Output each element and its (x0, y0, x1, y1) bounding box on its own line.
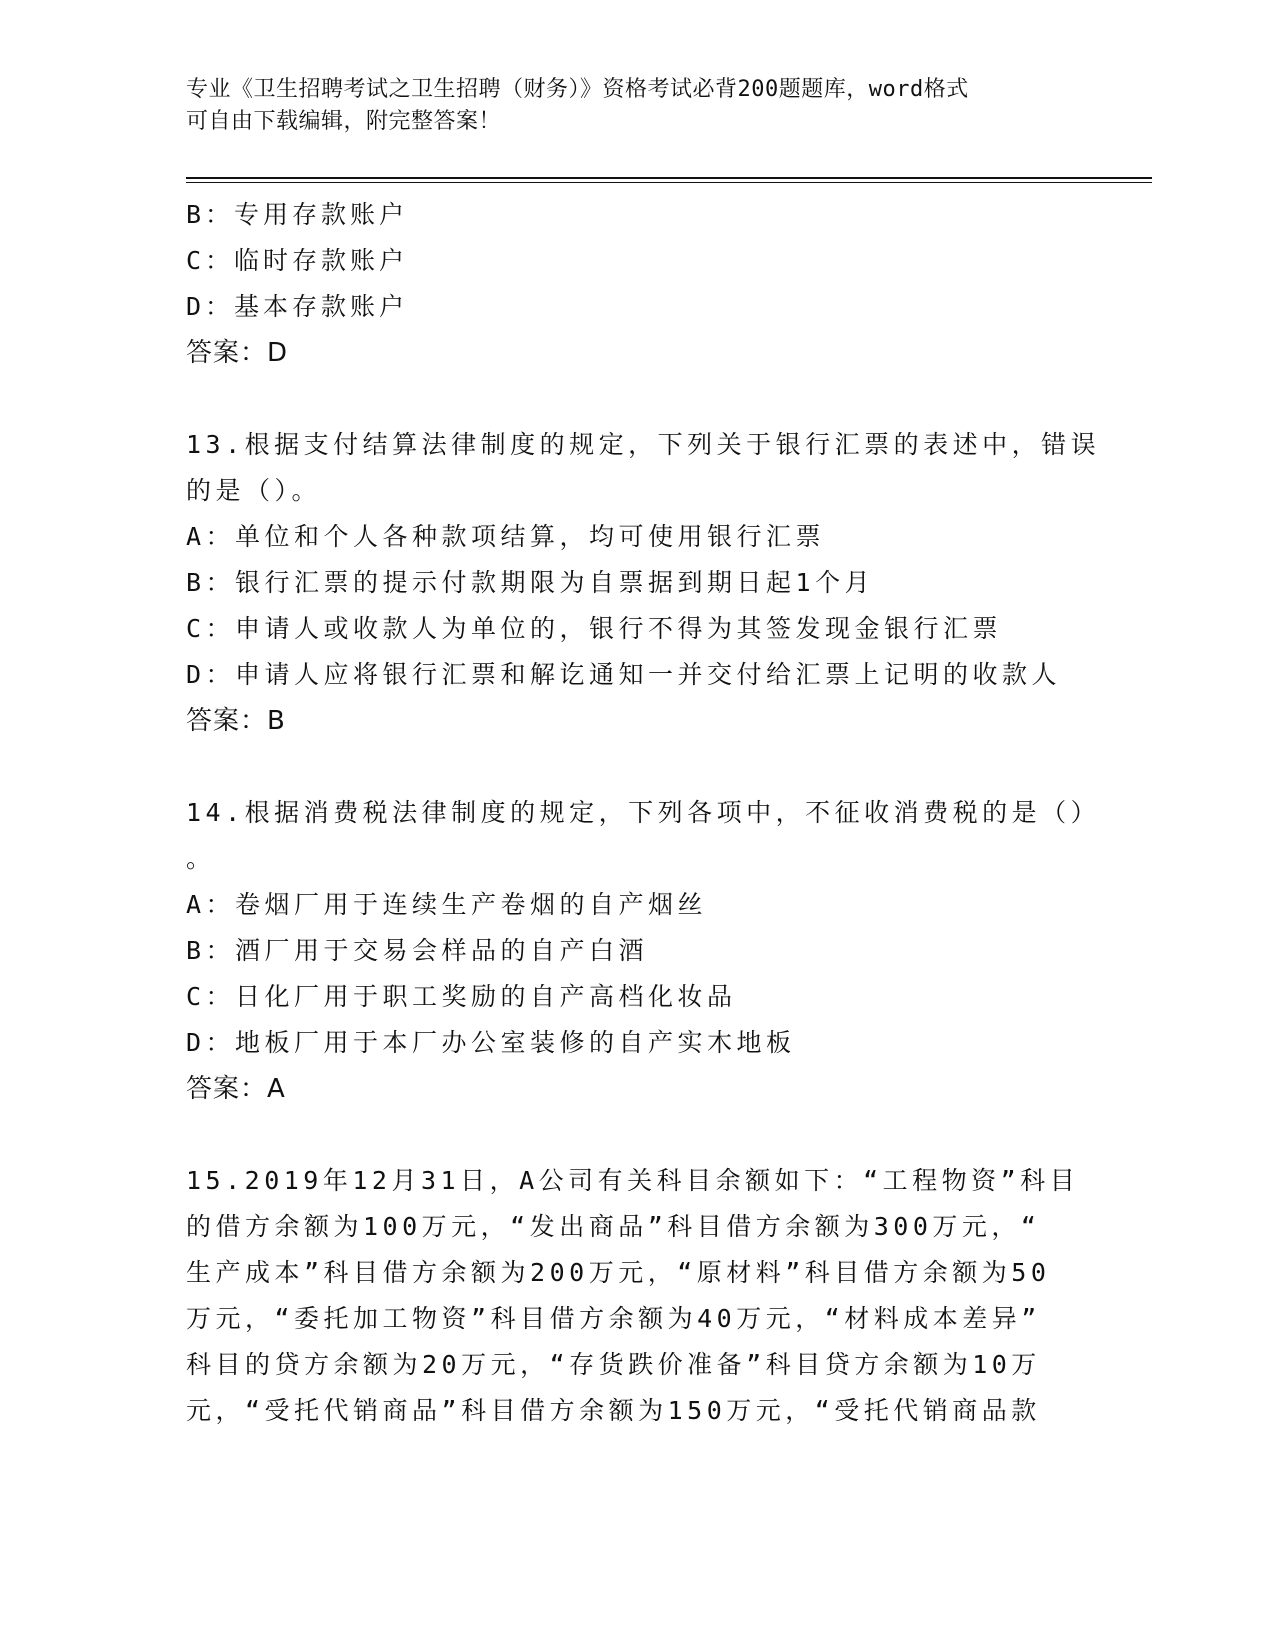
option-d: D：基本存款账户 (186, 292, 409, 321)
question-stem-line: 的是（）。 (186, 476, 322, 505)
option-c: C：临时存款账户 (186, 246, 409, 275)
option-a: A：卷烟厂用于连续生产卷烟的自产烟丝 (186, 890, 708, 919)
option-d: D：申请人应将银行汇票和解讫通知一并交付给汇票上记明的收款人 (186, 660, 1062, 689)
option-b: B：专用存款账户 (186, 200, 409, 229)
question-stem-line: 元，“受托代销商品”科目借方余额为150万元，“受托代销商品款 (186, 1396, 1041, 1425)
answer: 答案：B (186, 706, 286, 736)
question-stem-line: 万元，“委托加工物资”科目借方余额为40万元，“材料成本差异” (186, 1304, 1041, 1333)
spacer (186, 744, 1086, 790)
answer: 答案：D (186, 338, 289, 368)
question-stem-line: 。 (186, 844, 216, 873)
question-stem-line: 的借方余额为100万元，“发出商品”科目借方余额为300万元，“ (186, 1212, 1041, 1241)
page-header (186, 74, 1066, 138)
question-stem-line: 14.根据消费税法律制度的规定，下列各项中，不征收消费税的是（） (186, 798, 1101, 827)
question-stem-line: 科目的贷方余额为20万元，“存货跌价准备”科目贷方余额为10万 (186, 1350, 1041, 1379)
question-13 (186, 422, 1101, 744)
header-line-1: 专业《卫生招聘考试之卫生招聘（财务）》资格考试必背200题题库，word格式 (186, 77, 969, 102)
option-b: B：酒厂用于交易会样品的自产白酒 (186, 936, 649, 965)
question-14 (186, 790, 1101, 1112)
question-stem-line: 15.2019年12月31日，A公司有关科目余额如下：“工程物资”科目 (186, 1166, 1080, 1195)
spacer (186, 1112, 1086, 1158)
question-15 (186, 1158, 1086, 1434)
question-12-continuation (186, 192, 1086, 376)
option-c: C：申请人或收款人为单位的，银行不得为其签发现金银行汇票 (186, 614, 1003, 643)
option-a: A：单位和个人各种款项结算，均可使用银行汇票 (186, 522, 826, 551)
question-stem-line: 13.根据支付结算法律制度的规定，下列关于银行汇票的表述中，错误 (186, 430, 1101, 459)
header-rule-thick (186, 177, 1152, 179)
answer: 答案：A (186, 1074, 286, 1104)
option-b: B：银行汇票的提示付款期限为自票据到期日起1个月 (186, 568, 875, 597)
question-stem-line: 生产成本”科目借方余额为200万元，“原材料”科目借方余额为50 (186, 1258, 1051, 1287)
header-rule-thin (186, 182, 1152, 183)
option-d: D：地板厂用于本厂办公室装修的自产实木地板 (186, 1028, 796, 1057)
header-line-2: 可自由下载编辑，附完整答案！ (186, 109, 502, 134)
spacer (186, 376, 1086, 422)
option-c: C：日化厂用于职工奖励的自产高档化妆品 (186, 982, 737, 1011)
document-body (186, 192, 1101, 1434)
